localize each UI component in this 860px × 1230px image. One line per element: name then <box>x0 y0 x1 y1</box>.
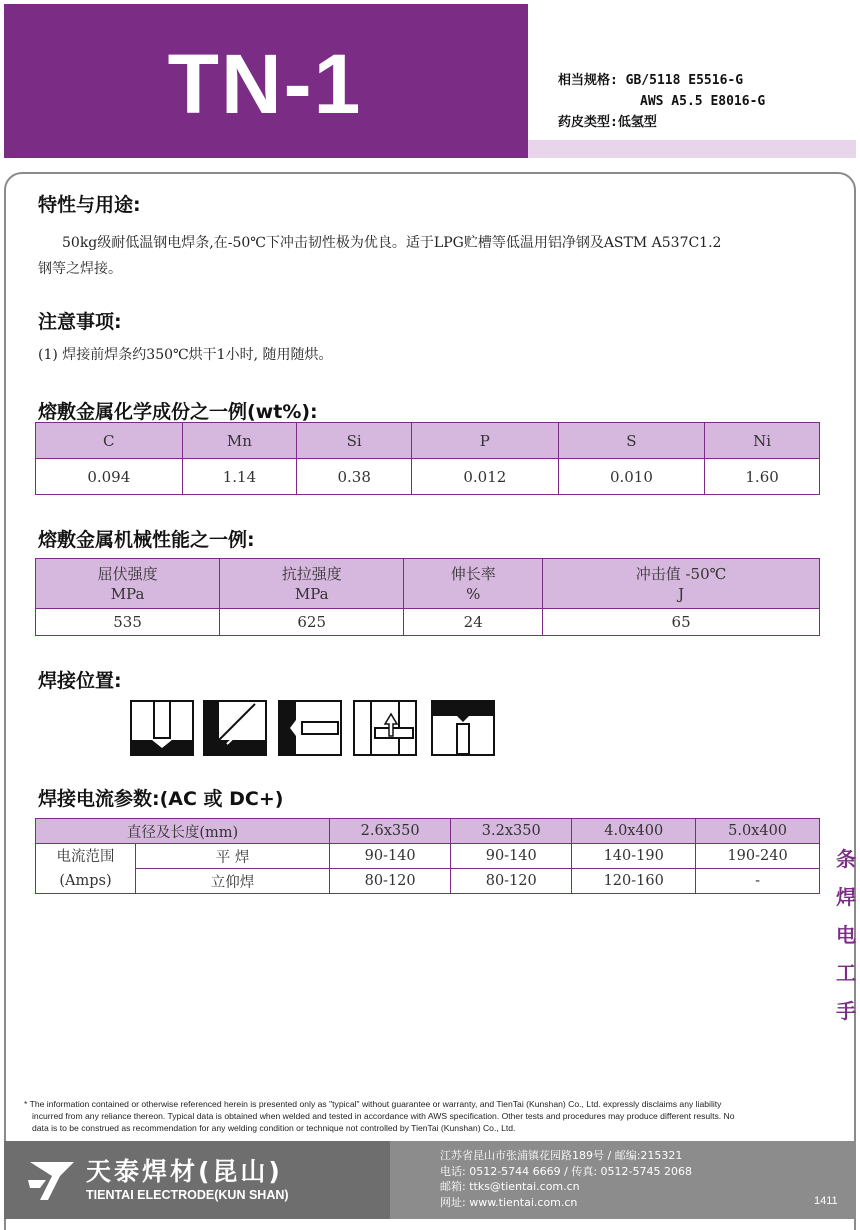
mechanical-header-row <box>36 559 820 609</box>
current-size-row <box>36 819 820 844</box>
horizontal-position-icon <box>278 700 342 756</box>
mech-header-elongation-name: 伸长率 <box>450 564 496 583</box>
current-table <box>35 818 820 894</box>
chemistry-value-row <box>36 459 820 495</box>
side-char-3: 电 <box>836 923 856 947</box>
contact-block <box>440 1148 692 1210</box>
chemistry-header-row <box>36 423 820 459</box>
chem-value-c: 0.094 <box>36 459 183 495</box>
mechanical-heading: 熔敷金属机械性能之一例: <box>38 529 255 551</box>
mech-header-impact <box>543 559 820 609</box>
mechanical-table <box>35 558 820 636</box>
vertical-value-1: 80-120 <box>330 869 451 894</box>
vertical-label: 立仰焊 <box>136 869 330 894</box>
contact-email[interactable]: 邮箱: ttks@tientai.com.cn <box>440 1180 580 1193</box>
chem-header-s: S <box>558 423 705 459</box>
mech-value-tensile: 625 <box>220 609 404 636</box>
size-4-0: 4.0x400 <box>572 819 696 844</box>
mech-header-impact-name: 冲击值 -50℃ <box>635 564 727 583</box>
notes-item-1: (1) 焊接前焊条约350℃烘干1小时, 随用随烘。 <box>38 347 333 363</box>
mech-header-yield-name: 屈伏强度 <box>97 564 158 583</box>
mech-header-elongation <box>404 559 543 609</box>
chem-header-mn: Mn <box>182 423 297 459</box>
mech-header-tensile <box>220 559 404 609</box>
mech-value-elongation: 24 <box>404 609 543 636</box>
disclaimer <box>24 1098 846 1134</box>
mech-header-elongation-unit: % <box>466 584 481 603</box>
side-char-1: 手 <box>836 999 856 1023</box>
size-label: 直径及长度(mm) <box>36 819 330 844</box>
features-heading: 特性与用途: <box>38 194 141 216</box>
size-3-2: 3.2x350 <box>451 819 572 844</box>
chem-value-s: 0.010 <box>558 459 705 495</box>
mech-value-yield: 535 <box>36 609 220 636</box>
mech-header-tensile-unit: MPa <box>294 584 329 603</box>
flat-value-4: 190-240 <box>696 844 820 869</box>
disclaimer-line-1: * The information contained or otherwise referenced herein is presented only as "typical" without guarantee or warranty, and TienTai (Kunshan) Co., Ltd. expressly disclaims any liability <box>24 1099 722 1109</box>
chemistry-table <box>35 422 820 495</box>
side-char-5: 条 <box>836 847 856 871</box>
company-logo-icon <box>26 1154 78 1204</box>
vertical-up-position-icon <box>353 700 417 756</box>
mech-header-yield <box>36 559 220 609</box>
chem-value-si: 0.38 <box>297 459 412 495</box>
current-range-label <box>36 844 136 894</box>
features-line2: 钢等之焊接。 <box>38 261 122 277</box>
company-name-cn: 天泰焊材(昆山) <box>86 1157 283 1186</box>
mech-header-tensile-name: 抗拉强度 <box>281 564 342 583</box>
side-category-label <box>834 840 858 1030</box>
mech-header-yield-unit: MPa <box>110 584 145 603</box>
contact-address: 江苏省昆山市张浦镇花园路189号 / 邮编:215321 <box>440 1149 683 1162</box>
header-accent-band <box>528 140 856 158</box>
current-vertical-row <box>36 869 820 894</box>
vertical-value-3: 120-160 <box>572 869 696 894</box>
spec-equivalent: 相当规格: GB/5118 E5516-G <box>558 73 744 88</box>
current-range-label-cn: 电流范围 <box>56 848 115 865</box>
side-char-4: 焊 <box>836 885 856 909</box>
vertical-value-4: - <box>696 869 820 894</box>
side-char-2: 工 <box>836 961 856 985</box>
horizontal-fillet-icon <box>203 700 267 756</box>
page-number: 1411 <box>814 1195 838 1207</box>
flat-value-3: 140-190 <box>572 844 696 869</box>
spec-aws: AWS A5.5 E8016-G <box>640 94 766 109</box>
disclaimer-line-2: incurred from any reliance thereon. Typical data is obtained when welded and tested in accordance with AWS specification. Other tests and procedures may produce different results. No <box>32 1111 735 1121</box>
size-5-0: 5.0x400 <box>696 819 820 844</box>
company-name-en: TIENTAI ELECTRODE(KUN SHAN) <box>86 1188 289 1202</box>
chemistry-heading: 熔敷金属化学成份之一例(wt%): <box>38 401 318 423</box>
contact-phone: 电话: 0512-5744 6669 / 传真: 0512-5745 2068 <box>440 1164 693 1178</box>
chem-header-ni: Ni <box>705 423 820 459</box>
spec-coating-type: 药皮类型:低氢型 <box>558 115 657 130</box>
flat-value-2: 90-140 <box>451 844 572 869</box>
chem-value-p: 0.012 <box>412 459 559 495</box>
product-title: TN-1 <box>167 37 363 131</box>
spec-block <box>558 70 765 133</box>
current-range-label-unit: (Amps) <box>59 872 112 889</box>
chem-value-ni: 1.60 <box>705 459 820 495</box>
chem-header-c: C <box>36 423 183 459</box>
mech-header-impact-unit: J <box>678 584 685 603</box>
chem-header-si: Si <box>297 423 412 459</box>
flat-position-icon <box>130 700 194 756</box>
flat-label: 平 焊 <box>136 844 330 869</box>
overhead-position-icon <box>431 700 495 756</box>
size-2-6: 2.6x350 <box>330 819 451 844</box>
current-flat-row <box>36 844 820 869</box>
vertical-value-2: 80-120 <box>451 869 572 894</box>
mechanical-value-row <box>36 609 820 636</box>
notes-heading: 注意事项: <box>38 311 122 333</box>
disclaimer-line-3: data is to be construed as recommendation for any welding condition or technique not controlled by TienTai (Kunshan) Co., Ltd. <box>32 1123 516 1133</box>
chem-header-p: P <box>412 423 559 459</box>
flat-value-1: 90-140 <box>330 844 451 869</box>
mech-value-impact: 65 <box>543 609 820 636</box>
features-line1: 50kg级耐低温钢电焊条,在-50℃下冲击韧性极为优良。适于LPG贮槽等低温用铝净钢及ASTM A537C1.2 <box>62 235 722 251</box>
positions-heading: 焊接位置: <box>38 670 122 692</box>
contact-website[interactable]: 网址: www.tientai.com.cn <box>440 1195 578 1209</box>
chem-value-mn: 1.14 <box>182 459 297 495</box>
current-heading: 焊接电流参数:(AC 或 DC+) <box>38 788 284 810</box>
